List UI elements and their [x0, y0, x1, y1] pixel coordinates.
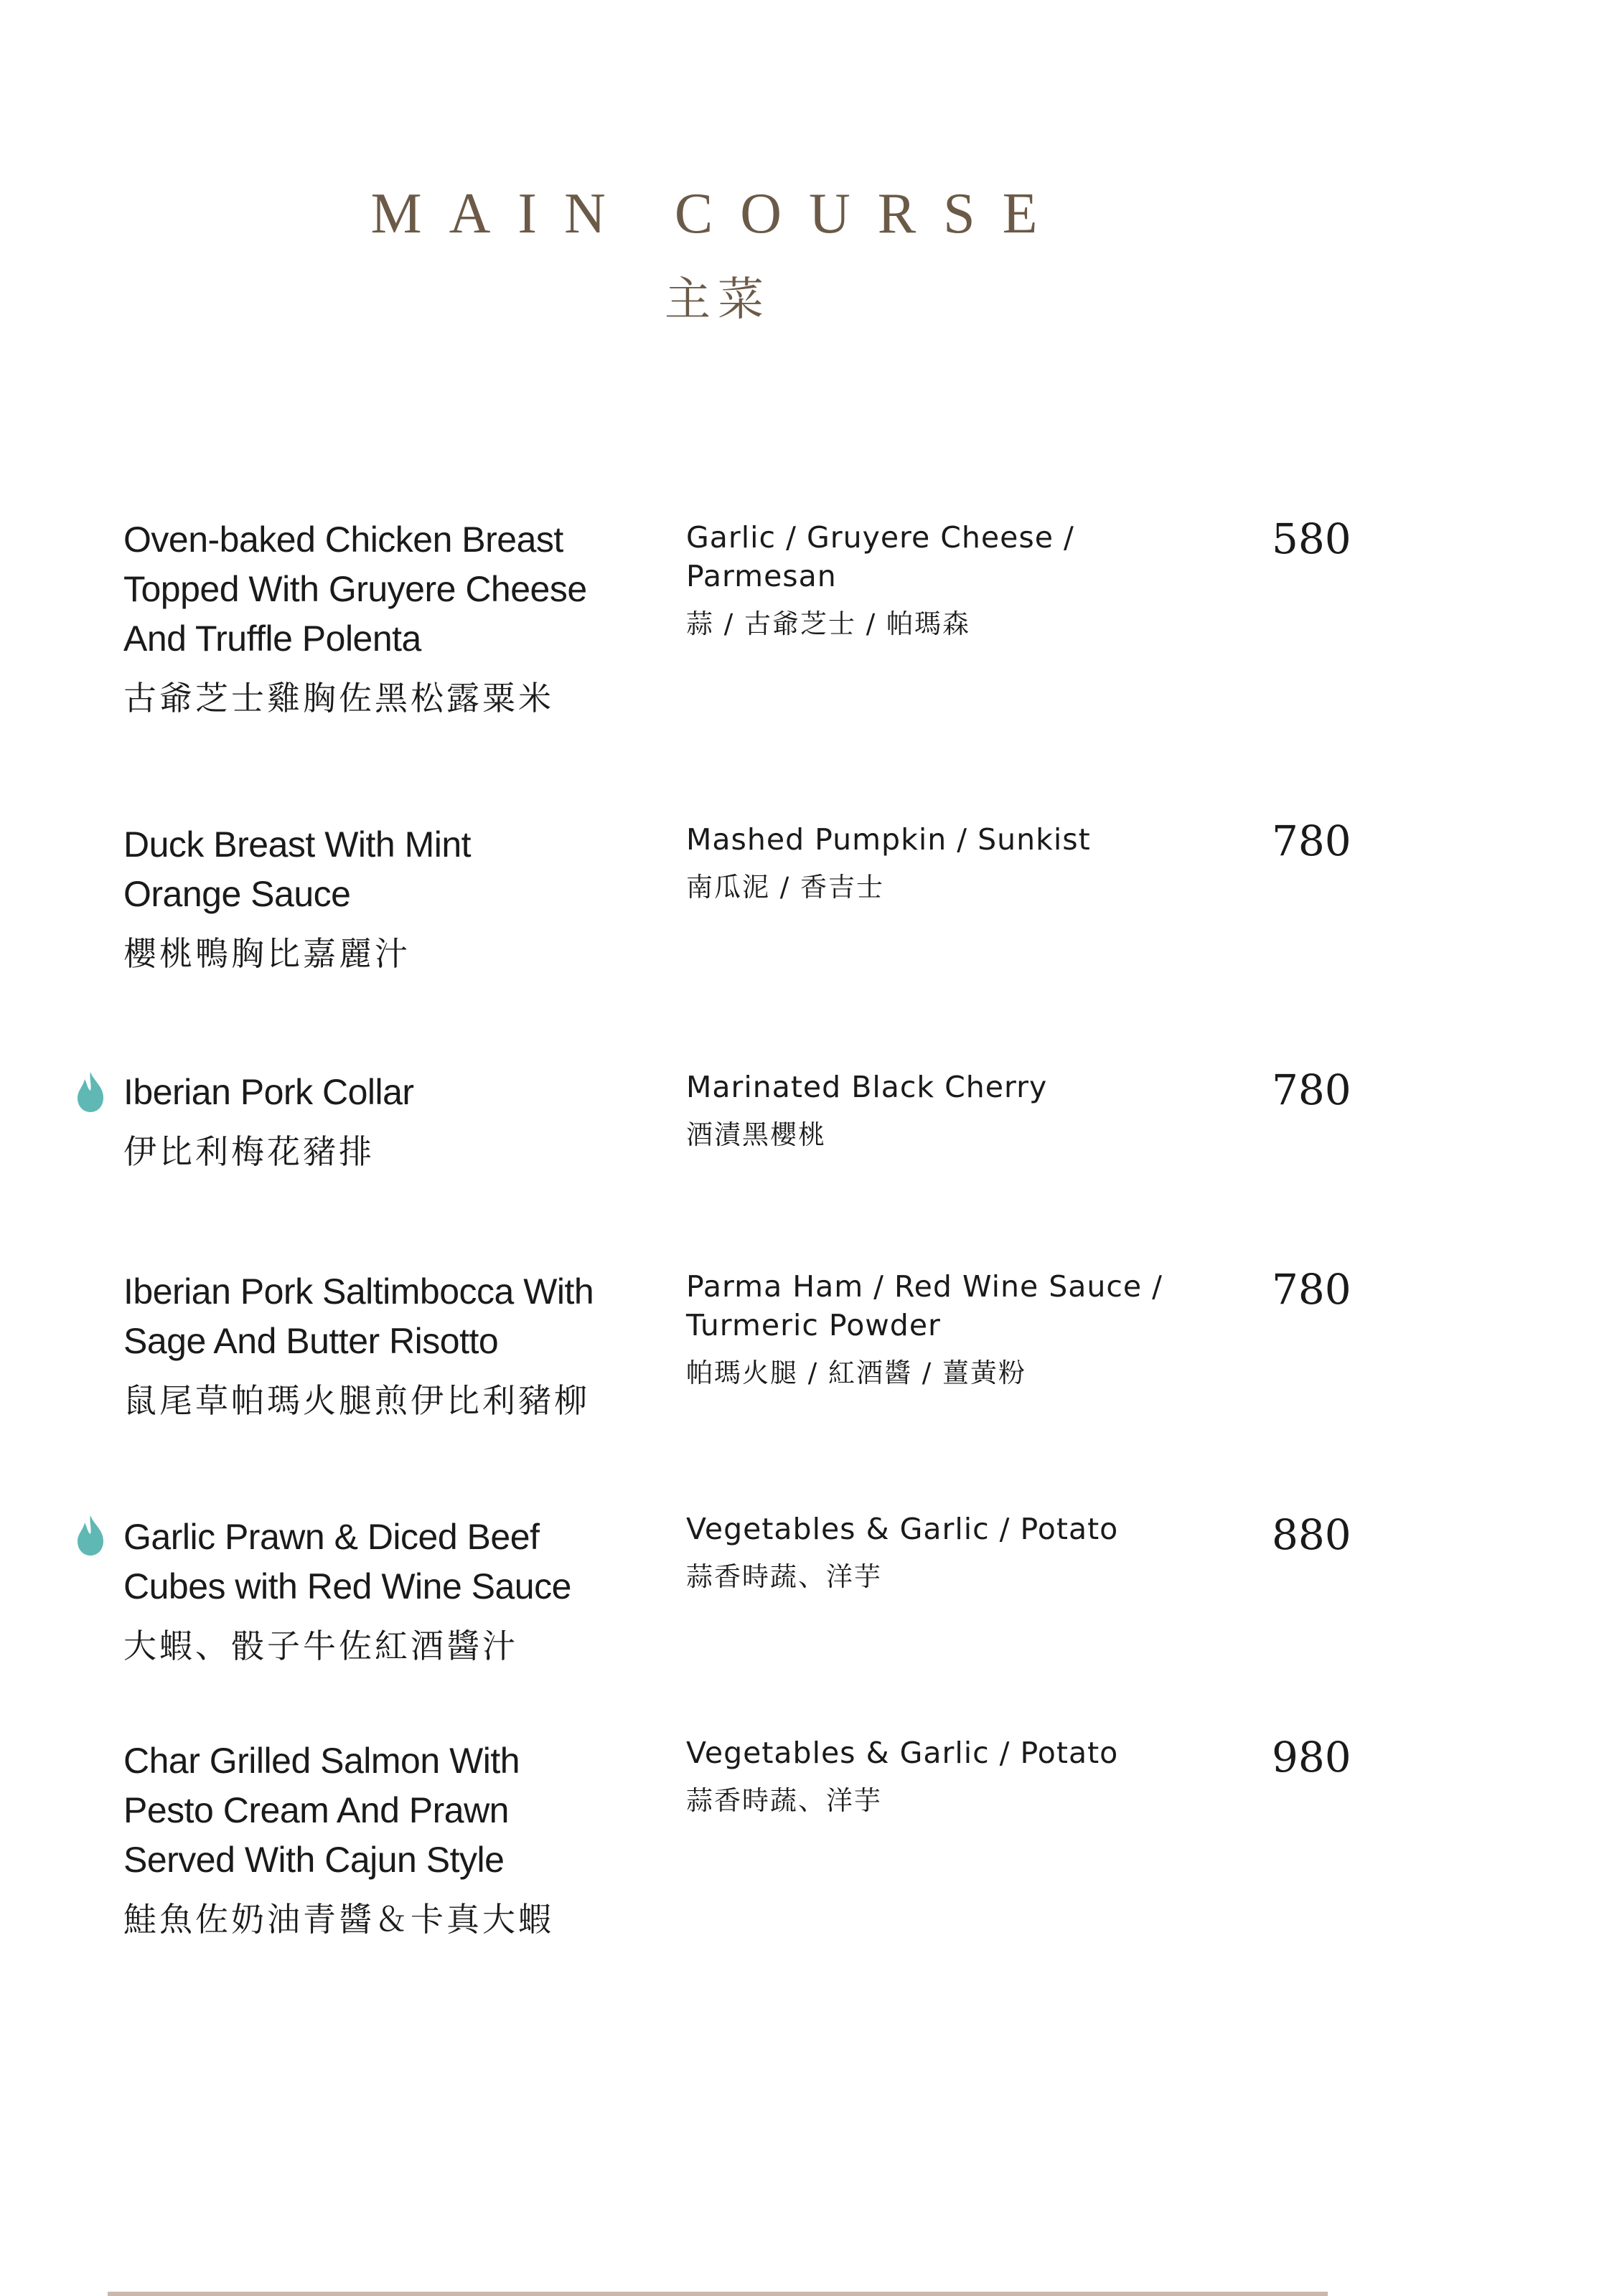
accompaniments-zh: 南瓜泥 / 香吉士 — [686, 872, 884, 903]
dish-name-zh: 古爺芝士雞胸佐黑松露粟米 — [123, 679, 554, 718]
dish-name-en: Iberian Pork Collar — [123, 1072, 414, 1112]
dish-name-en: Iberian Pork Saltimbocca With Sage And Butter Risotto — [123, 1271, 594, 1361]
dish-name-block — [123, 820, 655, 975]
accompaniments-zh: 蒜香時蔬、洋芋 — [686, 1785, 882, 1816]
price: 780 — [1272, 817, 1351, 865]
dish-name-en: Oven-baked Chicken Breast Topped With Gruyere Cheese And Truffle Polenta — [123, 519, 587, 659]
accompaniments-en: Marinated Black Cherry — [686, 1070, 1048, 1104]
price: 980 — [1272, 1733, 1351, 1782]
accompaniments-en: Vegetables & Garlic / Potato — [686, 1512, 1119, 1546]
dish-name-block — [123, 1267, 655, 1422]
accompaniments-zh: 酒漬黑櫻桃 — [686, 1119, 826, 1150]
dish-name-block — [123, 515, 655, 720]
footer-divider — [108, 2292, 1328, 2296]
page-subtitle: 主菜 — [665, 273, 771, 326]
accompaniments-block — [686, 1267, 1203, 1391]
dish-name-zh: 櫻桃鴨胸比嘉麗汁 — [123, 934, 411, 973]
accompaniments-block — [686, 1068, 1203, 1152]
price: 780 — [1272, 1265, 1351, 1314]
flame-icon — [75, 1071, 106, 1114]
accompaniments-block — [686, 820, 1203, 905]
accompaniments-block — [686, 1733, 1203, 1818]
accompaniments-zh: 帕瑪火腿 / 紅酒醬 / 薑黃粉 — [686, 1358, 1026, 1388]
dish-name-zh: 伊比利梅花豬排 — [123, 1132, 375, 1171]
accompaniments-en: Garlic / Gruyere Cheese / Parmesan — [686, 520, 1074, 593]
dish-name-zh: 鼠尾草帕瑪火腿煎伊比利豬柳 — [123, 1381, 590, 1420]
price: 880 — [1272, 1510, 1351, 1559]
page-title: MAIN COURSE — [370, 182, 1065, 245]
dish-name-zh: 大蝦、骰子牛佐紅酒醬汁 — [123, 1627, 518, 1665]
dish-name-en: Garlic Prawn & Diced Beef Cubes with Red Wine Sauce — [123, 1517, 571, 1606]
accompaniments-en: Vegetables & Garlic / Potato — [686, 1736, 1119, 1770]
dish-name-block — [123, 1736, 655, 1941]
accompaniments-zh: 蒜香時蔬、洋芋 — [686, 1561, 882, 1592]
dish-name-block — [123, 1068, 655, 1173]
menu-header — [0, 182, 1435, 326]
accompaniments-en: Mashed Pumpkin / Sunkist — [686, 822, 1091, 857]
dish-name-en: Char Grilled Salmon With Pesto Cream And Prawn Served With Cajun Style — [123, 1741, 520, 1880]
accompaniments-en: Parma Ham / Red Wine Sauce / Turmeric Powder — [686, 1269, 1163, 1342]
price: 580 — [1272, 514, 1351, 563]
accompaniments-block — [686, 1510, 1203, 1594]
dish-name-zh: 鮭魚佐奶油青醬＆卡真大蝦 — [123, 1900, 554, 1939]
accompaniments-block — [686, 518, 1203, 641]
price: 780 — [1272, 1065, 1351, 1114]
dish-name-en: Duck Breast With Mint Orange Sauce — [123, 824, 472, 914]
accompaniments-zh: 蒜 / 古爺芝士 / 帕瑪森 — [686, 608, 970, 639]
dish-name-block — [123, 1512, 655, 1667]
flame-icon — [75, 1514, 106, 1557]
